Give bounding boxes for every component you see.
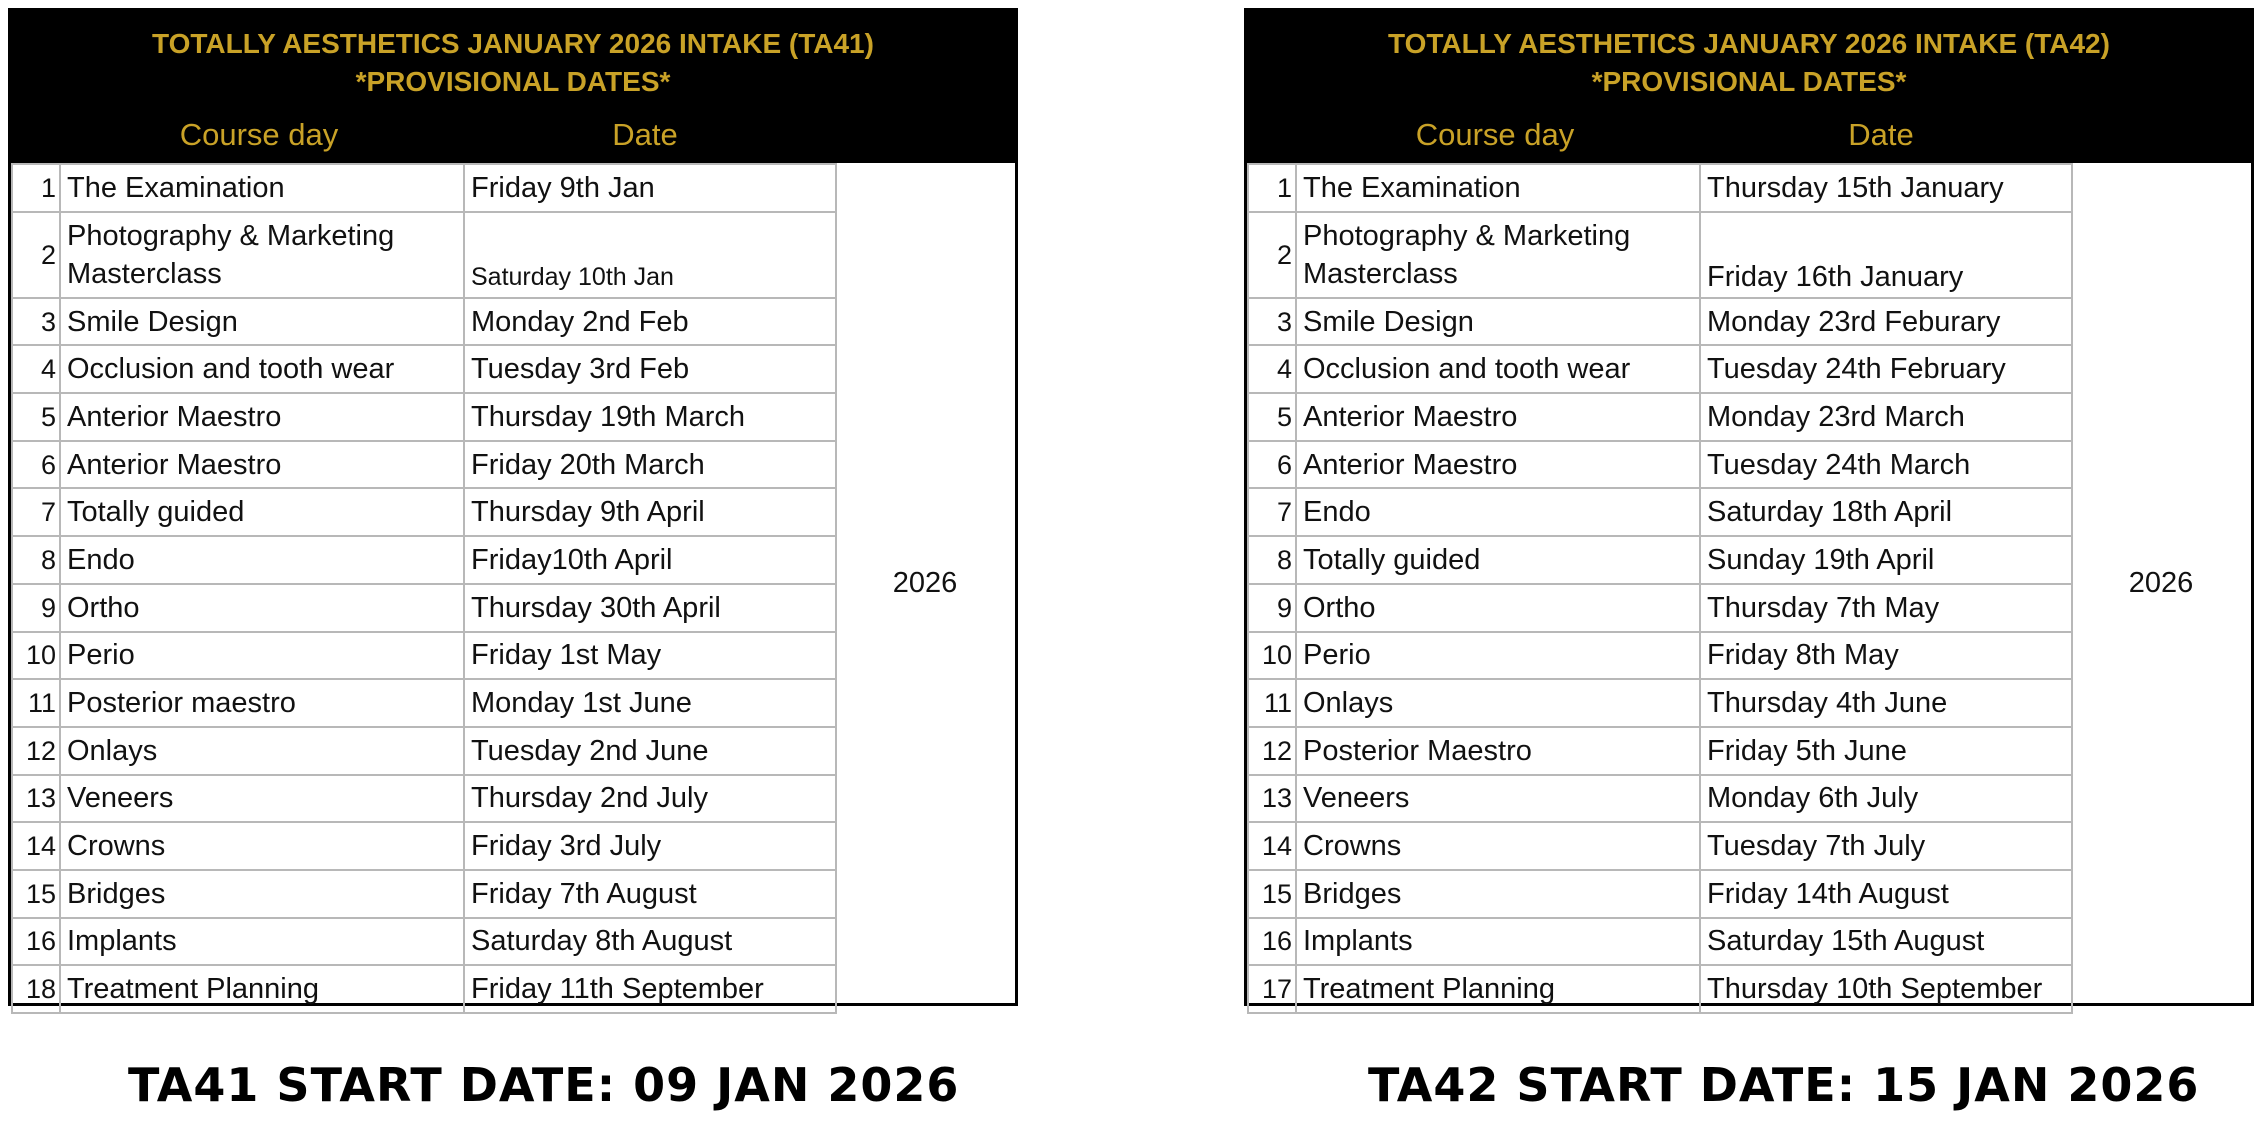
date-cell: Thursday 7th May [1700, 584, 2072, 632]
date-cell: Monday 1st June [464, 679, 836, 727]
table-row [1248, 393, 2072, 441]
start-date-ta41: TA41 START DATE: 09 JAN 2026 [128, 1058, 960, 1112]
date-cell: Saturday 8th August [464, 918, 836, 966]
course-day-cell: Treatment Planning [1296, 965, 1700, 1013]
date-cell: Friday 5th June [1700, 727, 2072, 775]
date-cell: Saturday 18th April [1700, 488, 2072, 536]
row-number: 8 [1248, 536, 1296, 584]
date-cell: Friday 8th May [1700, 632, 2072, 680]
date-cell: Friday 7th August [464, 870, 836, 918]
schedule-header [11, 11, 1015, 163]
table-row [12, 918, 836, 966]
course-day-cell: Endo [1296, 488, 1700, 536]
table-row [12, 727, 836, 775]
table-row [12, 345, 836, 393]
table-row [12, 584, 836, 632]
year-cell: 2026 [2128, 566, 2194, 599]
course-day-cell: Posterior maestro [60, 679, 464, 727]
table-row [12, 212, 836, 298]
row-number: 14 [12, 822, 60, 870]
date-cell: Tuesday 3rd Feb [464, 345, 836, 393]
title-line-2: *PROVISIONAL DATES* [1591, 66, 1907, 97]
table-row [12, 298, 836, 346]
course-day-cell: The Examination [1296, 164, 1700, 212]
row-number: 1 [12, 164, 60, 212]
table-row [12, 536, 836, 584]
schedule-title [11, 25, 1015, 101]
table-row [1248, 775, 2072, 823]
date-cell: Thursday 30th April [464, 584, 836, 632]
course-day-cell: Treatment Planning [60, 965, 464, 1013]
course-day-cell: Anterior Maestro [1296, 441, 1700, 489]
row-number: 12 [1248, 727, 1296, 775]
row-number: 4 [1248, 345, 1296, 393]
course-day-cell: Occlusion and tooth wear [60, 345, 464, 393]
date-cell: Tuesday 24th March [1700, 441, 2072, 489]
course-day-cell: Veneers [60, 775, 464, 823]
course-day-cell: Onlays [1296, 679, 1700, 727]
row-number: 18 [12, 965, 60, 1013]
date-cell: Tuesday 7th July [1700, 822, 2072, 870]
table-row [12, 393, 836, 441]
row-number: 16 [1248, 918, 1296, 966]
column-header-course-day: Course day [179, 117, 339, 152]
table-row [12, 775, 836, 823]
row-number: 6 [1248, 441, 1296, 489]
table-row [1248, 441, 2072, 489]
date-cell: Thursday 9th April [464, 488, 836, 536]
course-day-cell: Crowns [1296, 822, 1700, 870]
table-row [12, 488, 836, 536]
table-row [1248, 727, 2072, 775]
table-row [12, 870, 836, 918]
course-day-cell: Anterior Maestro [1296, 393, 1700, 441]
row-number: 11 [1248, 679, 1296, 727]
table-row [1248, 298, 2072, 346]
table-row [12, 632, 836, 680]
table-row [1248, 212, 2072, 298]
date-cell: Monday 23rd Feburary [1700, 298, 2072, 346]
date-cell: Thursday 15th January [1700, 164, 2072, 212]
table-row [1248, 679, 2072, 727]
table-row [1248, 164, 2072, 212]
title-line-1: TOTALLY AESTHETICS JANUARY 2026 INTAKE (TA41) [152, 28, 874, 59]
date-cell: Friday 9th Jan [464, 164, 836, 212]
course-day-cell: Crowns [60, 822, 464, 870]
schedule-title [1247, 25, 2251, 101]
date-cell: Friday 14th August [1700, 870, 2072, 918]
table-row [1248, 822, 2072, 870]
row-number: 9 [1248, 584, 1296, 632]
row-number: 10 [1248, 632, 1296, 680]
course-day-cell: Implants [1296, 918, 1700, 966]
table-row [1248, 536, 2072, 584]
date-cell: Thursday 2nd July [464, 775, 836, 823]
course-day-cell: Smile Design [1296, 298, 1700, 346]
table-row [12, 822, 836, 870]
row-number: 3 [1248, 298, 1296, 346]
row-number: 1 [1248, 164, 1296, 212]
course-day-cell: Endo [60, 536, 464, 584]
date-cell: Monday 2nd Feb [464, 298, 836, 346]
row-number: 5 [1248, 393, 1296, 441]
row-number: 15 [12, 870, 60, 918]
date-cell: Thursday 10th September [1700, 965, 2072, 1013]
row-number: 6 [12, 441, 60, 489]
course-day-cell: Ortho [60, 584, 464, 632]
date-cell: Sunday 19th April [1700, 536, 2072, 584]
table-row [1248, 632, 2072, 680]
row-number: 13 [12, 775, 60, 823]
course-day-cell: Anterior Maestro [60, 441, 464, 489]
course-day-cell: Photography & Marketing Masterclass [60, 212, 464, 298]
course-day-cell: Bridges [60, 870, 464, 918]
date-cell: Friday 16th January [1700, 212, 2072, 298]
column-header-date: Date [1848, 117, 1914, 152]
course-day-cell: Occlusion and tooth wear [1296, 345, 1700, 393]
table-row [12, 965, 836, 1013]
table-row [12, 441, 836, 489]
row-number: 14 [1248, 822, 1296, 870]
course-day-cell: Ortho [1296, 584, 1700, 632]
date-cell: Friday 11th September [464, 965, 836, 1013]
table-row [12, 679, 836, 727]
course-day-cell: Smile Design [60, 298, 464, 346]
column-header-date: Date [612, 117, 678, 152]
row-number: 17 [1248, 965, 1296, 1013]
row-number: 9 [12, 584, 60, 632]
date-cell: Friday 20th March [464, 441, 836, 489]
course-day-cell: Totally guided [1296, 536, 1700, 584]
row-number: 15 [1248, 870, 1296, 918]
row-number: 11 [12, 679, 60, 727]
row-number: 5 [12, 393, 60, 441]
row-number: 10 [12, 632, 60, 680]
date-cell: Thursday 4th June [1700, 679, 2072, 727]
row-number: 4 [12, 345, 60, 393]
date-cell: Friday 1st May [464, 632, 836, 680]
course-day-cell: Veneers [1296, 775, 1700, 823]
row-number: 7 [12, 488, 60, 536]
schedule-header [1247, 11, 2251, 163]
course-day-cell: Implants [60, 918, 464, 966]
table-row [1248, 584, 2072, 632]
row-number: 8 [12, 536, 60, 584]
date-cell: Thursday 19th March [464, 393, 836, 441]
row-number: 3 [12, 298, 60, 346]
date-cell: Tuesday 24th February [1700, 345, 2072, 393]
course-day-cell: Bridges [1296, 870, 1700, 918]
date-cell: Saturday 10th Jan [464, 212, 836, 298]
table-row [1248, 870, 2072, 918]
row-number: 13 [1248, 775, 1296, 823]
course-day-cell: Onlays [60, 727, 464, 775]
date-cell: Friday10th April [464, 536, 836, 584]
schedule-table [11, 163, 837, 1014]
course-day-cell: Anterior Maestro [60, 393, 464, 441]
table-row [1248, 965, 2072, 1013]
table-row [1248, 345, 2072, 393]
row-number: 7 [1248, 488, 1296, 536]
row-number: 16 [12, 918, 60, 966]
course-day-cell: Photography & Marketing Masterclass [1296, 212, 1700, 298]
table-row [1248, 488, 2072, 536]
course-day-cell: Totally guided [60, 488, 464, 536]
date-cell: Tuesday 2nd June [464, 727, 836, 775]
schedule-table [1247, 163, 2073, 1014]
column-header-course-day: Course day [1415, 117, 1575, 152]
course-day-cell: Perio [60, 632, 464, 680]
schedule-ta42 [1244, 8, 2254, 1006]
year-cell: 2026 [892, 566, 958, 599]
schedule-ta41 [8, 8, 1018, 1006]
date-cell: Friday 3rd July [464, 822, 836, 870]
date-cell: Monday 23rd March [1700, 393, 2072, 441]
start-date-ta42: TA42 START DATE: 15 JAN 2026 [1368, 1058, 2200, 1112]
row-number: 12 [12, 727, 60, 775]
course-day-cell: Perio [1296, 632, 1700, 680]
course-day-cell: The Examination [60, 164, 464, 212]
table-row [1248, 918, 2072, 966]
row-number: 2 [12, 212, 60, 298]
title-line-2: *PROVISIONAL DATES* [355, 66, 671, 97]
date-cell: Saturday 15th August [1700, 918, 2072, 966]
course-day-cell: Posterior Maestro [1296, 727, 1700, 775]
title-line-1: TOTALLY AESTHETICS JANUARY 2026 INTAKE (TA42) [1388, 28, 2110, 59]
date-cell: Monday 6th July [1700, 775, 2072, 823]
table-row [12, 164, 836, 212]
row-number: 2 [1248, 212, 1296, 298]
